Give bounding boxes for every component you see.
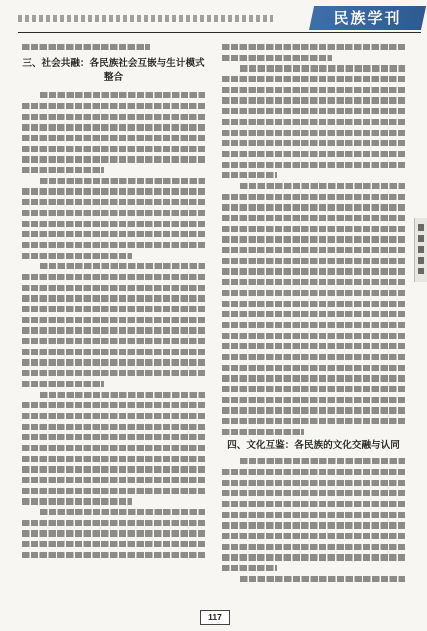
- text-line: [222, 236, 405, 242]
- text-line: [222, 429, 304, 435]
- text-line: [222, 151, 405, 157]
- text-line: [22, 359, 205, 365]
- journal-logo-text: 民族学刊: [333, 9, 402, 27]
- text-line: [22, 188, 205, 194]
- text-line: [222, 108, 405, 114]
- right-column: [222, 40, 405, 586]
- issue-side-tab-glyphs: [418, 224, 424, 274]
- text-line: [22, 274, 205, 280]
- text-line: [22, 306, 205, 312]
- text-line: [240, 183, 405, 189]
- text-line: [22, 541, 205, 547]
- text-line: [22, 402, 205, 408]
- text-line: [222, 544, 405, 550]
- text-line: [240, 65, 405, 71]
- text-line: [22, 210, 205, 216]
- text-line: [222, 55, 332, 61]
- text-line: [22, 498, 132, 504]
- section-heading-4: 四、文化互鉴：各民族的文化交融与认同: [227, 440, 400, 452]
- text-line: [22, 434, 205, 440]
- text-line: [222, 268, 405, 274]
- text-line: [222, 512, 405, 518]
- text-line: [22, 156, 205, 162]
- text-line: [222, 480, 405, 486]
- text-line: [222, 130, 405, 136]
- text-line: [222, 565, 277, 571]
- text-line: [240, 458, 405, 464]
- text-line: [222, 522, 405, 528]
- page-number: 117: [200, 610, 230, 625]
- running-header: [18, 6, 421, 33]
- text-line: [40, 178, 205, 184]
- text-line: [222, 204, 405, 210]
- text-line: [22, 285, 205, 291]
- text-line: [22, 349, 205, 355]
- text-line: [22, 413, 205, 419]
- text-line: [22, 520, 205, 526]
- text-line: [22, 488, 205, 494]
- text-line: [22, 530, 205, 536]
- text-line: [222, 311, 405, 317]
- journal-logo: [309, 6, 426, 30]
- text-line: [222, 333, 405, 339]
- text-line: [222, 97, 405, 103]
- text-line: [222, 407, 405, 413]
- text-line: [222, 343, 405, 349]
- text-line: [222, 247, 405, 253]
- text-line: [22, 370, 205, 376]
- text-line: [222, 365, 405, 371]
- text-line: [22, 231, 205, 237]
- text-line: [222, 354, 405, 360]
- text-line: [22, 135, 205, 141]
- text-line: [222, 172, 277, 178]
- text-line: [22, 381, 104, 387]
- issue-and-journal-line: [18, 15, 273, 22]
- text-line: [222, 490, 405, 496]
- text-line: [22, 44, 150, 50]
- text-line: [222, 418, 405, 424]
- text-line: [222, 258, 405, 264]
- text-line: [40, 263, 205, 269]
- text-line: [22, 167, 104, 173]
- text-line: [240, 576, 405, 582]
- text-line: [222, 87, 405, 93]
- text-line: [222, 533, 405, 539]
- text-line: [222, 554, 405, 560]
- text-line: [22, 338, 205, 344]
- section-heading-3: 三、社会共融：各民族社会互嵌与生计模式整合: [22, 57, 205, 84]
- text-line: [222, 194, 405, 200]
- text-line: [222, 322, 405, 328]
- text-line: [22, 124, 205, 130]
- text-line: [222, 44, 405, 50]
- text-line: [22, 424, 205, 430]
- text-line: [40, 509, 205, 515]
- left-column: [22, 40, 205, 563]
- text-line: [222, 140, 405, 146]
- text-line: [222, 279, 405, 285]
- text-line: [22, 103, 205, 109]
- text-line: [22, 253, 132, 259]
- text-line: [22, 552, 205, 558]
- text-line: [22, 221, 205, 227]
- right-column-text-bottom: [222, 458, 405, 582]
- text-line: [222, 162, 405, 168]
- text-line: [222, 76, 405, 82]
- text-line: [22, 317, 205, 323]
- text-line: [222, 301, 405, 307]
- text-line: [222, 469, 405, 475]
- left-column-text: [22, 92, 205, 558]
- issue-side-tab: [414, 218, 427, 282]
- text-line: [40, 92, 205, 98]
- text-line: [40, 392, 205, 398]
- text-line: [222, 215, 405, 221]
- text-line: [22, 477, 205, 483]
- text-line: [22, 146, 205, 152]
- text-line: [222, 119, 405, 125]
- text-line: [222, 290, 405, 296]
- text-line: [22, 114, 205, 120]
- text-line: [222, 386, 405, 392]
- text-line: [22, 445, 205, 451]
- text-line: [22, 242, 205, 248]
- text-line: [222, 226, 405, 232]
- text-line: [222, 397, 405, 403]
- text-line: [22, 327, 205, 333]
- text-line: [22, 295, 205, 301]
- text-line: [22, 456, 205, 462]
- text-line: [222, 375, 405, 381]
- right-column-text-top: [222, 44, 405, 435]
- text-line: [222, 501, 405, 507]
- text-line: [22, 199, 205, 205]
- text-line: [22, 466, 205, 472]
